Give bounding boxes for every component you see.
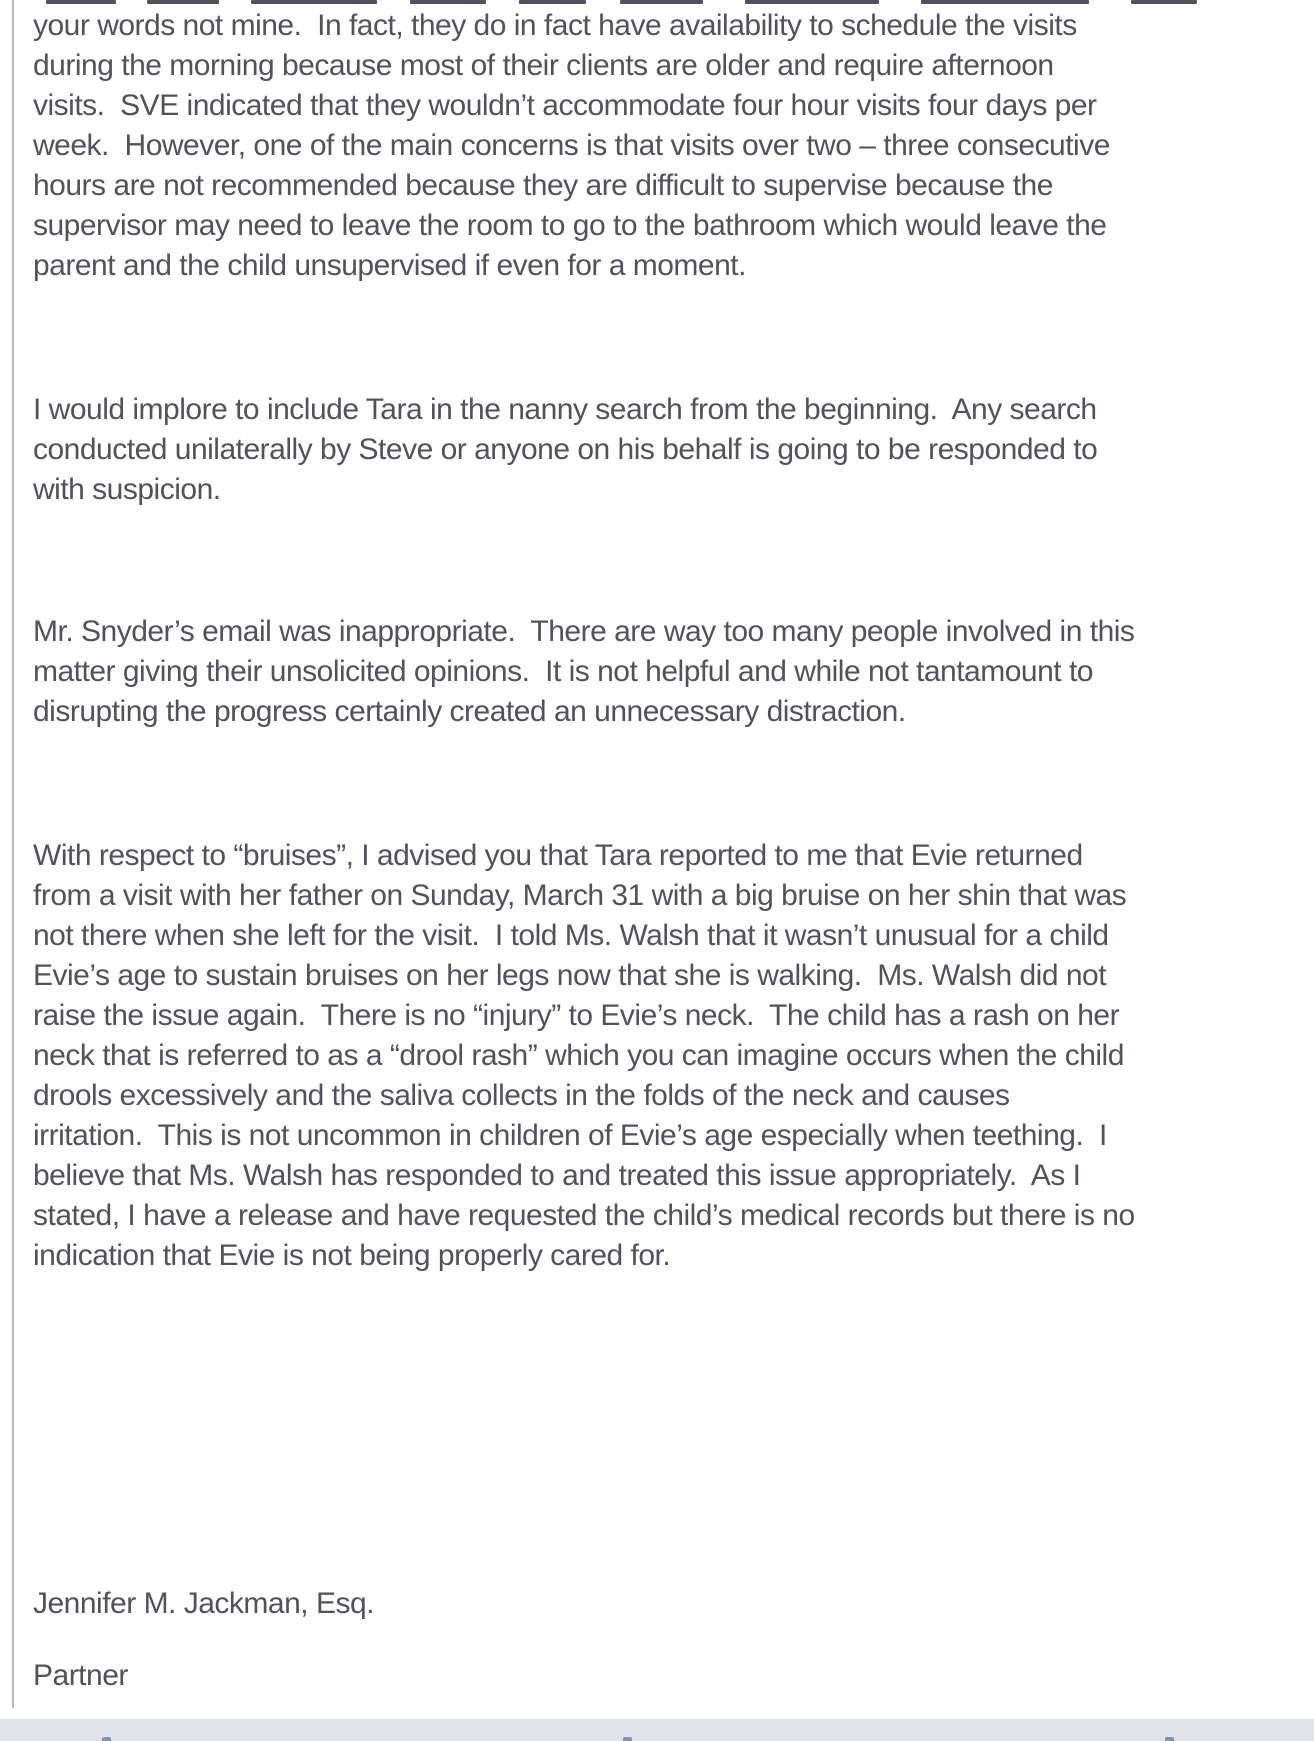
text-line: not there when she left for the visit. I told Ms. Walsh that it wasn’t unusual for a child [33,919,1109,952]
text-fragment [147,0,219,4]
quote-level-bar [12,0,14,1708]
bottom-toolbar [0,1719,1314,1741]
text-line: With respect to “bruises”, I advised you that Tara reported to me that Evie returned [33,839,1083,872]
text-line: I would implore to include Tara in the nanny search from the beginning. Any search [33,393,1097,426]
text-line: raise the issue again. There is no “injury” to Evie’s neck. The child has a rash on her [33,999,1120,1032]
paragraph-1 [33,6,1303,286]
text-fragment [410,0,486,4]
text-fragment [620,0,703,4]
text-line: from a visit with her father on Sunday, March 31 with a big bruise on her shin that was [33,879,1127,912]
paragraph-4 [33,836,1303,1276]
text-line: Evie’s age to sustain bruises on her legs now that she is walking. Ms. Walsh did not [33,959,1107,992]
compose-icon[interactable] [1165,1737,1174,1741]
reply-icon[interactable] [623,1737,632,1741]
text-fragment [745,0,879,4]
text-fragment [921,0,1089,4]
text-line: conducted unilaterally by Steve or anyone on his behalf is going to be responded to [33,433,1098,466]
text-line: hours are not recommended because they are difficult to supervise because the [33,169,1053,202]
text-line: week. However, one of the main concerns is that visits over two – three consecutive [33,129,1110,162]
text-fragment [1131,0,1197,4]
text-line: drools excessively and the saliva collects in the folds of the neck and causes [33,1079,1010,1112]
signature-name: Jennifer M. Jackman, Esq. [33,1587,374,1620]
text-line: believe that Ms. Walsh has responded to and treated this issue appropriately. As I [33,1159,1081,1192]
text-line: your words not mine. In fact, they do in fact have availability to schedule the visits [33,9,1077,42]
text-fragment [251,0,377,4]
text-line: stated, I have a release and have requested the child’s medical records but there is no [33,1199,1135,1232]
text-line: with suspicion. [33,473,221,506]
trash-icon[interactable] [102,1737,111,1741]
text-line: irritation. This is not uncommon in children of Evie’s age especially when teething. I [33,1119,1107,1152]
text-fragment [46,0,116,4]
paragraph-2 [33,390,1303,510]
text-line: supervisor may need to leave the room to go to the bathroom which would leave the [33,209,1107,242]
text-line: indication that Evie is not being properly cared for. [33,1239,671,1272]
text-line: neck that is referred to as a “drool rash” which you can imagine occurs when the child [33,1039,1124,1072]
text-line: Mr. Snyder’s email was inappropriate. There are way too many people involved in this [33,615,1135,648]
text-line: matter giving their unsolicited opinions. It is not helpful and while not tantamount to [33,655,1093,688]
text-fragment [519,0,586,4]
text-line: during the morning because most of their clients are older and require afternoon [33,49,1054,82]
paragraph-3 [33,612,1303,732]
signature-title: Partner [33,1659,128,1692]
text-line: visits. SVE indicated that they wouldn’t accommodate four hour visits four days per [33,89,1097,122]
text-line: parent and the child unsupervised if even for a moment. [33,249,746,282]
text-line: disrupting the progress certainly created an unnecessary distraction. [33,695,906,728]
